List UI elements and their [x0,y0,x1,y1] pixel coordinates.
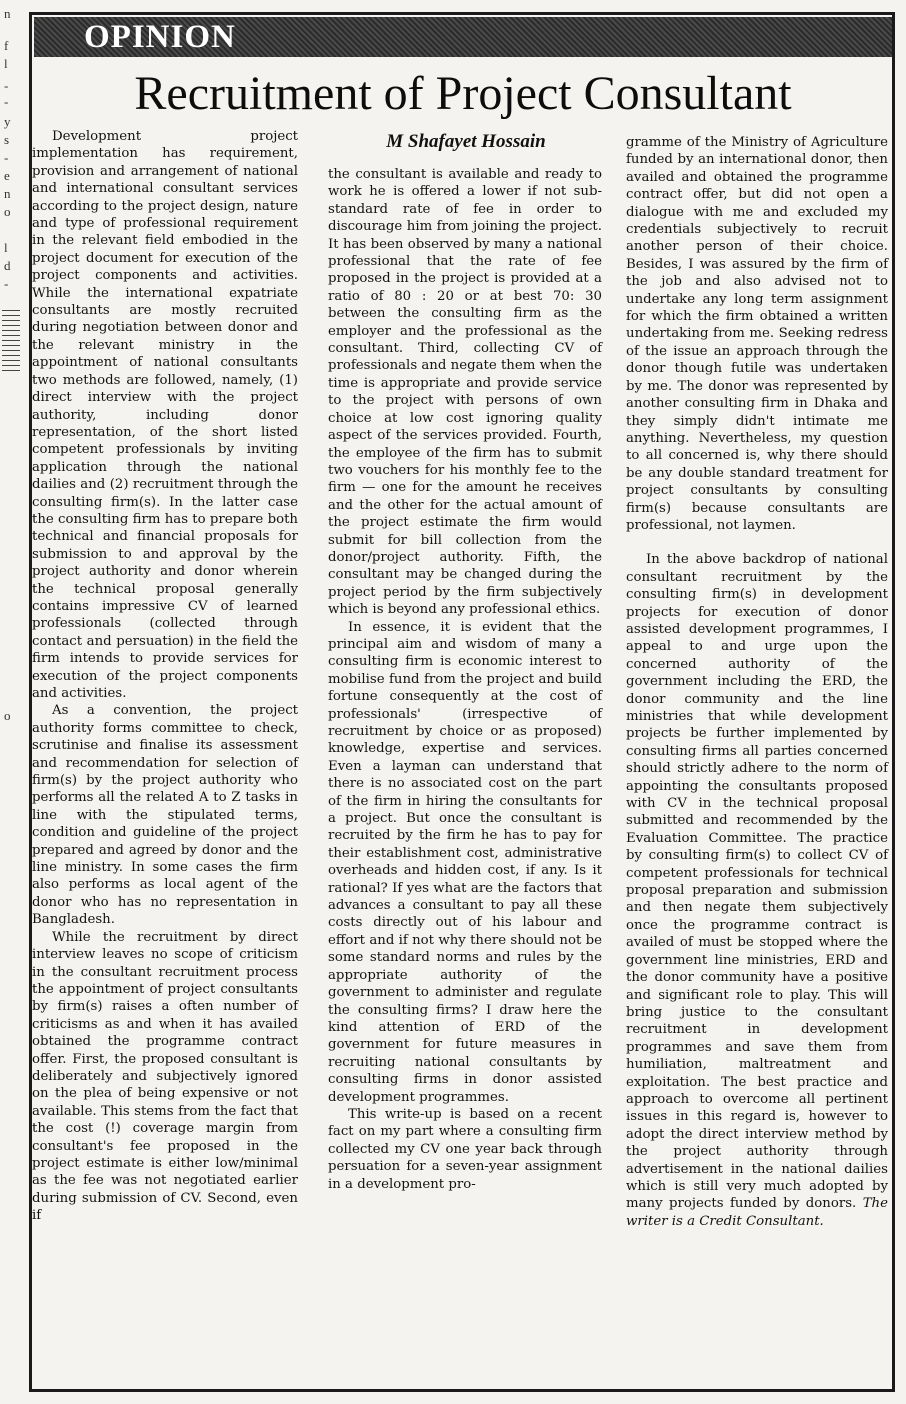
closing-paragraph-text: In the above backdrop of national consultant recruitment by the consulting firm(s) in development projects for execution of donor assisted development programmes, I appeal to and urge upon the concerned authority of the government including the ERD, the donor community and the line ministries that while development projects be further implemented by consulting firms all parties concerned should strictly adhere to the norm of appointing the consultants proposed with CV in the technical proposal submitted and recommended by the Evaluation Committee. The practice by consulting firm(s) to collect CV of competent professionals for technical proposal preparation and submission and then negate them subjectively once the programme contract is availed of must be stopped where the government line ministries, ERD and the donor community have a positive and significant role to play. This will bring justice to the consultant recruitment in development programmes and save them from humiliation, maltreatment and exploitation. The best practice and approach to overcome all pertinent issues in this regard is, however to adopt the direct interview method by the project authority through advertisement in the national dailies which is still very much adopted by many projects funded by donors. [626,552,888,1212]
edge-fragment: o [4,204,11,219]
paragraph: As a convention, the project authority forms committee to check, scrutinise and finalise its assessment and recommendation for selection of firm(s) by the project authority who performs all the related A to Z tasks in line with the stipulated terms, condition and guideline of the project prepared and agreed by donor and the line ministry. In some cases the firm also performs as local agent of the donor who has no representation in Bangladesh. [32,703,298,928]
section-banner [34,17,892,57]
paragraph: While the recruitment by direct interview leaves no scope of criticism in the consultant recruitment process the appointment of project consultants by firm(s) raises a often number of criticisms as and when it has availed obtained the programme contract offer. First, the proposed consultant is deliberately and subjectively ignored on the plea of being expensive or not available. This stems from the fact that the cost (!) coverage margin from consultant's fee proposed in the project estimate is either low/minimal as the fee was not negotiated earlier during submission of CV. Second, even if [32,929,298,1224]
edge-fragment: l [4,240,8,255]
paragraph: the consultant is available and ready to work he is offered a lower if not sub-standard rate of fee in order to discourage him from joining the project. It has been observed by many a national professional that the rate of fee proposed in the project is provided at a ratio of 80 : 20 or at best 70: 30 between the consulting firm as the employer and the professional as the consultant. Third, collecting CV of professionals and negate them when the time is appropriate and provide service to the project with persons of own choice at low cost ignoring quality aspect of the services provided. Fourth, the employee of the firm has to submit two vouchers for his monthly fee to the firm — one for the amount he receives and the other for the actual amount of the project estimate the firm would submit for bill collection from the donor/project authority. Fifth, the consultant may be changed during the project period by the firm subjectively which is beyond any professional ethics. [328,167,602,618]
headline: Recruitment of Project Consultant [134,67,792,120]
paragraph: This write-up is based on a recent fact on my part where a consulting firm collected my CV one year back through persuation for a seven-year assignment in a development pro- [328,1106,602,1192]
edge-fragment: - [4,150,9,165]
edge-fragment: n [4,6,11,21]
edge-fragment: - [4,94,9,109]
author-credit: The writer is a Credit Consultant. [626,1196,888,1229]
paragraph: gramme of the Ministry of Agriculture funded by an international donor, then availed and obtained the programme contract offer, but did not open a dialogue with me and excluded my credentials subjectively to recruit another person of their choice. Besides, I was assured by the firm of the job and also advised not to undertake any long term assignment for which the firm obtained a written undertaking from me. Seeking redress of the issue an approach through the donor though futile was undertaken by me. The donor was represented by another consulting firm in Dhaka and they simply didn't intimate me anything. Nevertheless, my question to all concerned is, why there should be any double standard treatment for project consultants by consulting firm(s) because consultants are professional, not laymen. [626,135,888,533]
edge-fragment: d [4,258,11,273]
article-column-3 [626,134,888,1230]
article-column-2 [328,166,602,1193]
edge-fragment: e [4,168,10,183]
paragraph [626,551,888,1230]
article-column-1 [32,128,298,1225]
edge-fragment: - [4,78,9,93]
paragraph: Development project implementation has requirement, provision and arrangement of national and international consultant services according to the project design, nature and type of professional requirement in the relevant field embodied in the project document for execution of the project components and activities. While the international expatriate consultants are mostly recruited during negotiation between donor and the relevant ministry in the appointment of national consultants two methods are followed, namely, (1) direct interview with the project authority, including donor representation, of the short listed competent professionals by inviting application through the national dailies and (2) recruitment through the consulting firm(s). In the latter case the consulting firm has to prepare both technical and financial proposals for submission to and approval by the project authority and donor wherein the technical proposal generally contains impressive CV of learned professionals (collected through contact and persuation) in the field the firm intends to provide services for execution of the project components and activities. [32,129,298,701]
edge-fragment: n [4,186,11,201]
paragraph: In essence, it is evident that the principal aim and wisdom of many a consulting firm is economic interest to mobilise fund from the project and build fortune consequently at the cost of professionals' (irrespective of recruitment by choice or as proposed) knowledge, expertise and services. Even a layman can understand that there is no associated cost on the part of the firm in hiring the consultants for a project. But once the consultant is recruited by the firm he has to pay for their establishment cost, administrative overheads and hidden cost, if any. Is it rational? If yes what are the factors that advances a consultant to pay all these costs directly out of his labour and effort and if not why there should not be some standard norms and rules by the appropriate authority of the government to administer and regulate the consulting firms? I draw here the kind attention of ERD of the government for future measures in recruiting national consultants by consulting firms in donor assisted development programmes. [328,619,602,1105]
edge-fragment: f [4,38,9,53]
edge-fragment: y [4,114,11,129]
edge-fragment: o [4,708,11,723]
adjacent-page-edge [0,0,24,1404]
edge-fragment: - [4,276,9,291]
edge-rule-lines [2,310,20,372]
edge-fragment: s [4,132,10,147]
byline: M Shafayet Hossain [386,131,546,152]
edge-fragment: l [4,56,8,71]
section-label: OPINION [84,19,236,55]
